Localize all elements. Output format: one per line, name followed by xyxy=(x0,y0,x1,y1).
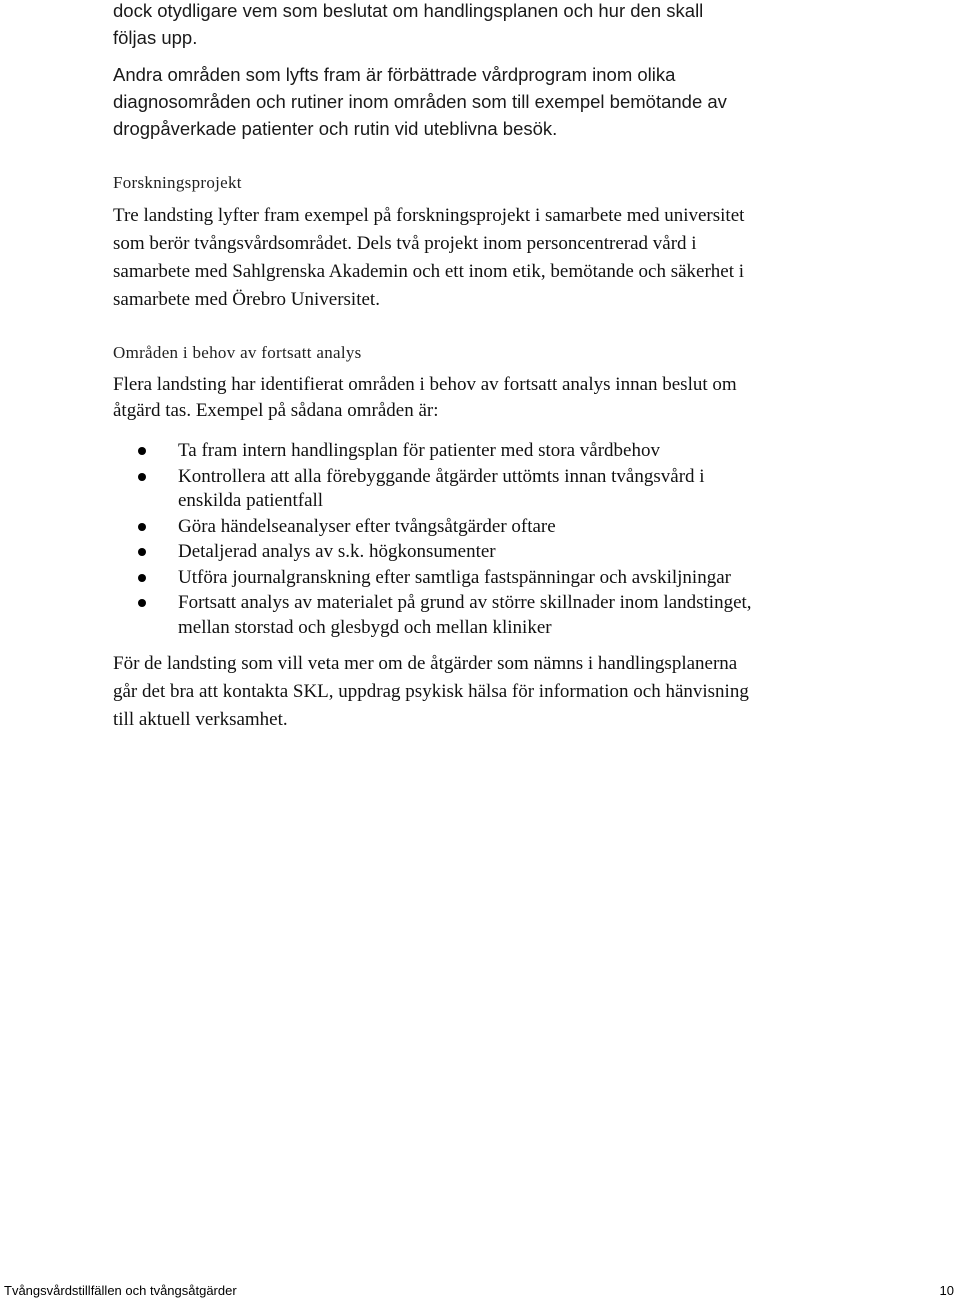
analysis-heading: Områden i behov av fortsatt analys xyxy=(113,343,362,362)
intro-line-1: dock otydligare vem som beslutat om handlingsplanen och hur den skall xyxy=(113,0,704,21)
intro-line-2: följas upp. xyxy=(113,27,198,48)
page-footer xyxy=(0,1282,960,1300)
list-item xyxy=(113,591,768,640)
bullet-icon xyxy=(138,599,146,607)
closing-paragraph: För de landsting som vill veta mer om de åtgärder som nämns i handlingsplanerna går det bra att kontakta SKL, uppdrag psykisk hälsa för information och hänvisning till aktuell verksamhet. xyxy=(113,653,749,730)
list-item-text: Ta fram intern handlingsplan för patienter med stora vårdbehov xyxy=(178,440,660,461)
bullet-icon xyxy=(138,447,146,455)
list-item xyxy=(113,439,763,464)
list-item xyxy=(113,465,758,514)
bullet-icon xyxy=(138,548,146,556)
bullet-icon xyxy=(138,574,146,582)
list-item xyxy=(113,566,738,591)
list-item-text: Göra händelseanalyser efter tvångsåtgärder oftare xyxy=(178,515,556,537)
analysis-bullet-list xyxy=(113,439,763,640)
footer-document-title: Tvångsvårdstillfällen och tvångsåtgärder xyxy=(4,1283,237,1298)
research-paragraph: Tre landsting lyfter fram exempel på forskningsprojekt i samarbete med universitet som berör tvångsvårdsområdet. Dels två projekt inom personcentrerad vård i samarbete med Sahlgrenska Akademin och ett inom etik, bemötande och säkerhet i samarbete med Örebro Universitet. xyxy=(113,205,745,310)
footer-page-number: 10 xyxy=(939,1283,954,1298)
list-item-text: Utföra journalgranskning efter samtliga fastspänningar och avskiljningar xyxy=(178,566,731,588)
list-item-text: Kontrollera att alla förebyggande åtgärder uttömts innan tvångsvård i enskilda patientfall xyxy=(178,465,705,511)
list-item-text: Fortsatt analys av materialet på grund av större skillnader inom landstinget, mellan storstad och glesbygd och mellan kliniker xyxy=(178,592,752,638)
document-page xyxy=(113,0,763,734)
analysis-intro: Flera landsting har identifierat områden i behov av fortsatt analys innan beslut om åtgärd tas. Exempel på sådana områden är: xyxy=(113,374,737,421)
list-item xyxy=(113,515,763,540)
bullet-icon xyxy=(138,473,146,481)
intro-paragraph: Andra områden som lyfts fram är förbättrade vårdprogram inom olika diagnosområden och rutiner inom områden som till exempel bemötande av drogpåverkade patienter och rutin vid uteblivna besök. xyxy=(113,64,727,139)
list-item-text: Detaljerad analys av s.k. högkonsumenter xyxy=(178,541,496,562)
bullet-icon xyxy=(138,523,146,531)
research-heading: Forskningsprojekt xyxy=(113,173,242,192)
list-item xyxy=(113,540,763,565)
